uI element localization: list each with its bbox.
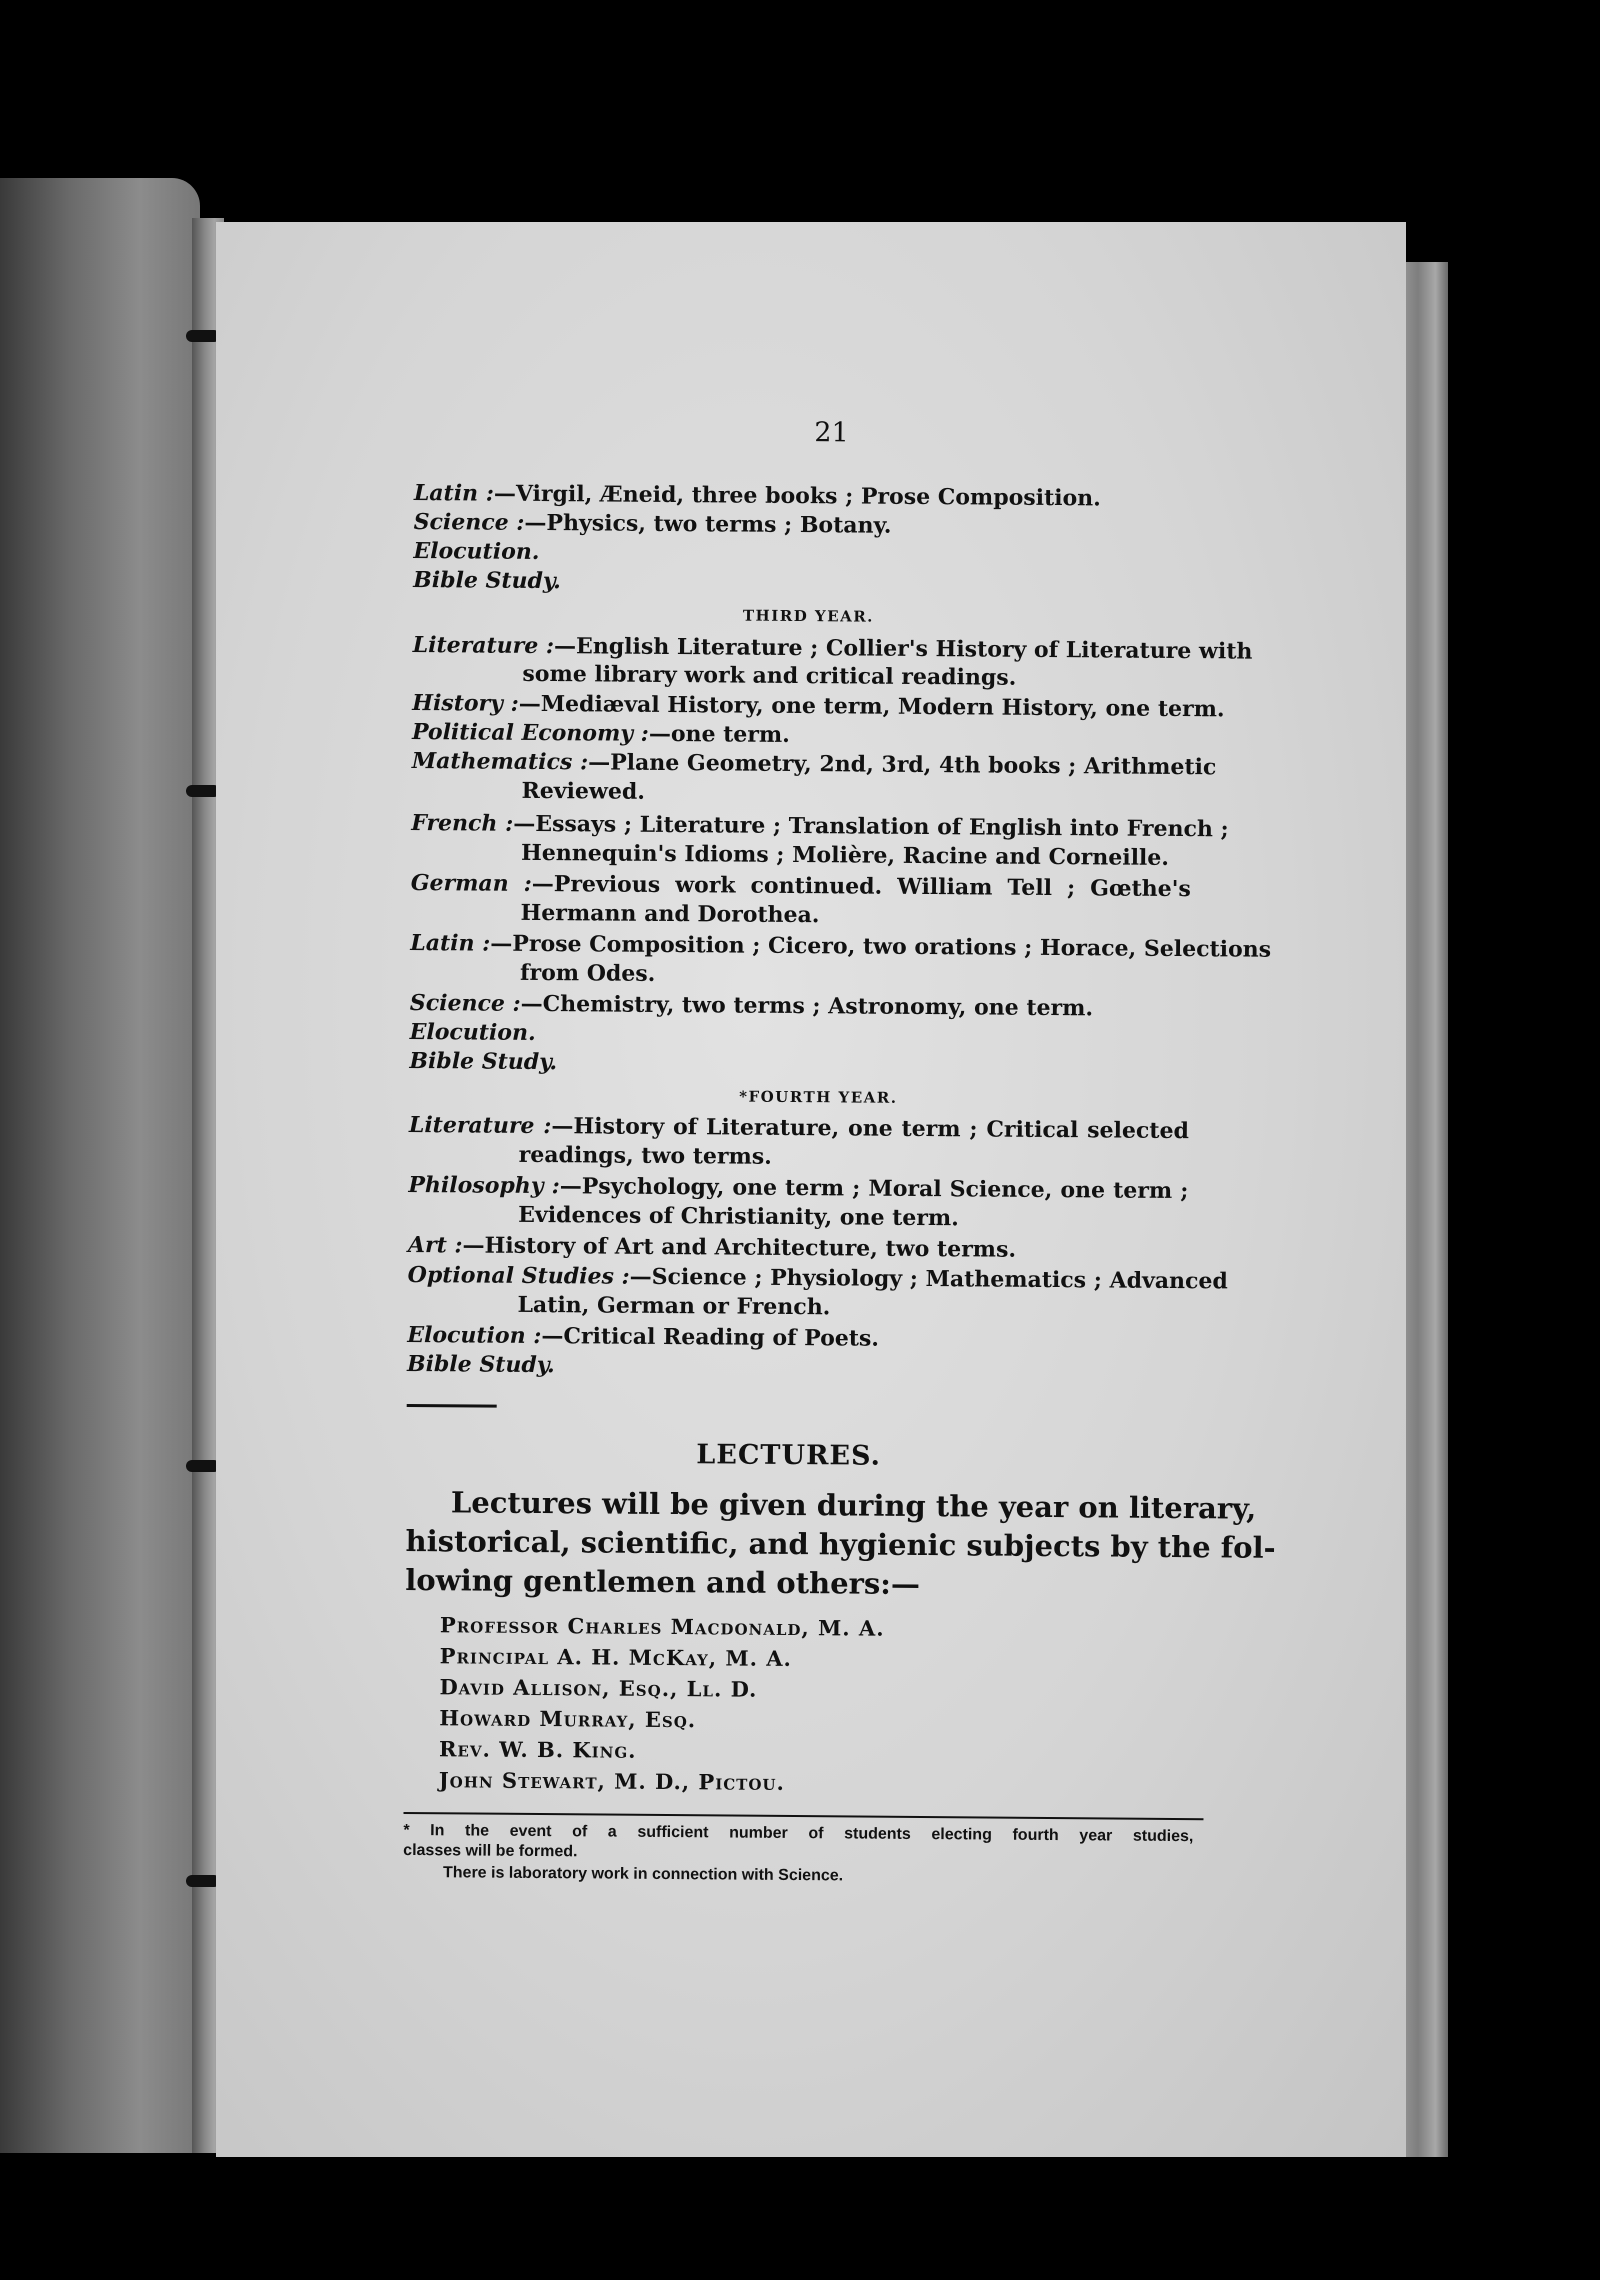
entry-line — [410, 929, 1272, 963]
subject-label: German : — [410, 869, 532, 897]
entry-line — [410, 1019, 536, 1046]
subject-text: —Plane Geometry, 2nd, 3rd, 4th books ; Arithmetic — [588, 749, 1217, 781]
entry-line — [411, 747, 1217, 781]
entry-line — [411, 870, 1191, 902]
subject-label: Latin : — [413, 479, 495, 507]
lectures-paragraph-line: lowing gentlemen and others:— — [405, 1562, 921, 1601]
lecturer-name: Howard Murray, Esq. — [439, 1705, 697, 1733]
subject-text: —English Literature ; Collier's History of Literature with — [553, 633, 1253, 665]
subject-label: Optional Studies : — [407, 1261, 630, 1290]
binding-stitch — [186, 1875, 220, 1887]
continuation-line: Evidences of Christianity, one term. — [518, 1201, 959, 1232]
entry-line — [412, 631, 1253, 665]
entry-line — [407, 1322, 879, 1352]
subject-text: —one term. — [648, 720, 790, 748]
footnote-line: * In the event of a sufficient number of students electing fourth year studies, — [403, 1821, 1194, 1846]
entry-line — [409, 1048, 557, 1075]
lecturer-name: John Stewart, M. D., Pictou. — [438, 1767, 785, 1795]
subject-text: —Virgil, Æneid, three books ; Prose Composition. — [493, 480, 1101, 512]
subject-text: —Mediæval History, one term, Modern History, one term. — [518, 690, 1225, 723]
subject-label: History : — [412, 689, 519, 717]
entry-line — [408, 1232, 1016, 1263]
lectures-paragraph-line: Lectures will be given during the year on literary, — [450, 1485, 1257, 1526]
binding-stitch — [186, 330, 220, 342]
subject-label: French : — [411, 809, 514, 837]
subject-label: Bible Study. — [409, 1047, 558, 1076]
subject-label: Elocution. — [409, 1018, 536, 1046]
entry-line — [410, 990, 1093, 1021]
continuation-line: some library work and critical readings. — [522, 660, 1017, 691]
section-heading-text: FOURTH YEAR. — [748, 1087, 898, 1107]
entry-line — [411, 809, 1229, 843]
subject-label: Mathematics : — [411, 747, 589, 776]
entry-line — [413, 567, 561, 594]
subject-text: —Science ; Physiology ; Mathematics ; Advanced — [629, 1263, 1228, 1295]
section-heading — [739, 1088, 898, 1107]
subject-label: Literature : — [408, 1111, 552, 1140]
lecturer-name: Professor Charles Macdonald, M. A. — [439, 1612, 885, 1641]
footnote-line: There is laboratory work in connection with Science. — [442, 1864, 844, 1885]
subject-label: Art : — [407, 1231, 463, 1259]
continuation-line: Latin, German or French. — [517, 1291, 831, 1321]
subject-text: —Critical Reading of Poets. — [541, 1323, 880, 1352]
subject-label: Bible Study. — [413, 566, 561, 595]
continuation-line: Hermann and Dorothea. — [520, 899, 820, 929]
lecturer-name: Principal A. H. McKay, M. A. — [439, 1643, 792, 1671]
continuation-line: readings, two terms. — [518, 1141, 772, 1170]
entry-line — [414, 480, 1101, 511]
lecturer-name: Rev. W. B. King. — [438, 1736, 637, 1763]
subject-label: Literature : — [412, 631, 555, 660]
entry-line — [407, 1351, 555, 1378]
footnote-marker: * — [739, 1087, 749, 1106]
subject-text: —Physics, two terms ; Botany. — [524, 509, 892, 539]
subject-text: —Psychology, one term ; Moral Science, one term ; — [559, 1173, 1189, 1205]
continuation-line: from Odes. — [520, 959, 656, 987]
footnote-line: classes will be formed. — [403, 1841, 578, 1861]
left-page-edge — [0, 178, 200, 2153]
entry-line — [412, 690, 1225, 722]
subject-label: Elocution. — [413, 537, 540, 565]
lectures-heading: LECTURES. — [696, 1439, 882, 1472]
subject-text: —History of Art and Architecture, two terms. — [462, 1232, 1017, 1263]
entry-line — [407, 1261, 1228, 1295]
entry-line — [414, 509, 892, 539]
entry-line — [409, 1112, 1189, 1144]
subject-text: —Essays ; Literature ; Translation of English into French ; — [513, 810, 1229, 843]
subject-label: Science : — [413, 508, 525, 536]
page-number: 21 — [814, 417, 849, 449]
continuation-line: Reviewed. — [521, 777, 646, 805]
subject-text: —Prose Composition ; Cicero, two orations ; Horace, Selections — [490, 930, 1272, 963]
entry-line — [413, 538, 539, 565]
binding-stitch — [186, 1460, 220, 1472]
subject-label: Elocution : — [407, 1321, 542, 1350]
subject-label: Bible Study. — [406, 1350, 555, 1379]
subject-label: Science : — [409, 989, 521, 1017]
continuation-line: Hennequin's Idioms ; Molière, Racine and Corneille. — [520, 839, 1170, 871]
entry-line — [412, 719, 790, 748]
section-heading: THIRD YEAR. — [742, 606, 875, 626]
subject-text: —Previous work continued. William Tell ; Gœthe's — [531, 870, 1191, 903]
footnote-rule — [403, 1812, 1203, 1820]
book-page — [216, 222, 1406, 2157]
subject-text: —Chemistry, two terms ; Astronomy, one term. — [520, 990, 1094, 1022]
lecturer-name: David Allison, Esq., Ll. D. — [439, 1674, 758, 1702]
subject-text: —History of Literature, one term ; Critical selected — [551, 1113, 1190, 1145]
section-divider — [407, 1404, 497, 1408]
subject-label: Political Economy : — [411, 718, 649, 747]
subject-label: Latin : — [410, 929, 491, 957]
lectures-paragraph-line: historical, scientific, and hygienic subjects by the fol- — [405, 1523, 1276, 1565]
entry-line — [408, 1172, 1188, 1204]
page-text — [401, 222, 1426, 2165]
subject-label: Philosophy : — [408, 1171, 560, 1200]
binding-stitch — [186, 785, 220, 797]
